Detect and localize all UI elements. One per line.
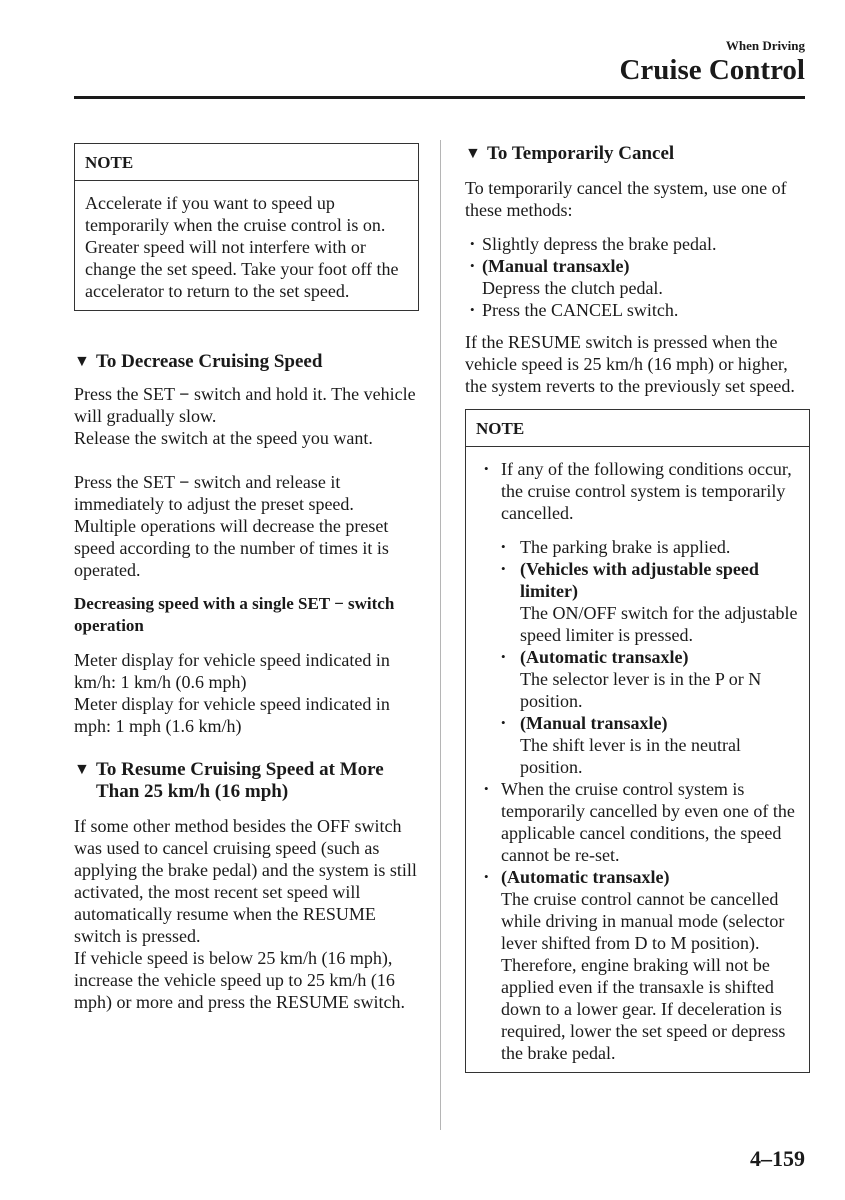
cancel-intro: To temporarily cancel the system, use one of these methods: — [465, 178, 787, 220]
decrease-paragraph-2: Press the SET − switch and release it immediately to adjust the preset speed. Multiple operations will decrease the preset speed according to the number of times it is operated. — [74, 472, 389, 580]
note-box-cancel-conditions — [465, 409, 810, 1073]
page-number: 4–159 — [750, 1146, 805, 1171]
heading-resume-speed: ▼ To Resume Cruising Speed at More Than 25 km/h (16 mph) — [74, 759, 384, 802]
column-divider — [440, 140, 441, 1130]
note-body — [466, 447, 809, 1072]
right-column — [465, 143, 810, 1073]
section-label: When Driving — [725, 38, 805, 53]
header-rule — [74, 96, 805, 99]
resume-paragraph-1: If some other method besides the OFF switch was used to cancel cruising speed (such as applying the brake pedal) and the system is still activated, the most recent set speed will automatically resume when the RESUME switch is pressed. — [74, 816, 417, 946]
list-item: • (Automatic transaxle) The selector lever is in the P or N position. — [493, 646, 799, 712]
note-box-accelerate — [74, 143, 419, 311]
left-column — [74, 143, 419, 1013]
list-item: • If any of the following conditions occur, the cruise control system is temporarily cancelled. • The parking brake is applied. • (Vehicles with adjustable speed limiter) The ON/OFF switch for the adjustable speed limiter is pressed. • (Automatic transaxle) The selector lever is in the P or N position. • (Manual transaxle) The shift lever is in the neutral position. — [476, 458, 799, 778]
triangle-marker-icon: ▼ — [465, 145, 481, 162]
cancel-after-paragraph: If the RESUME switch is pressed when the vehicle speed is 25 km/h (16 mph) or higher, the system reverts to the previously set speed. — [465, 332, 795, 396]
page-title: Cruise Control — [619, 54, 805, 86]
triangle-marker-icon: ▼ — [74, 353, 90, 370]
minus-symbol: − — [334, 594, 344, 613]
minus-symbol: − — [179, 384, 190, 404]
decrease-subheading: Decreasing speed with a single SET − switch operation — [74, 594, 395, 635]
cancel-methods-list — [465, 233, 810, 321]
decrease-paragraph-1: Press the SET − switch and hold it. The vehicle will gradually slow. — [74, 384, 416, 426]
meter-display-kmh: Meter display for vehicle speed indicated in km/h: 1 km/h (0.6 mph) — [74, 650, 390, 692]
triangle-marker-icon: ▼ — [74, 761, 90, 778]
meter-display-mph: Meter display for vehicle speed indicated in mph: 1 mph (1.6 km/h) — [74, 694, 390, 736]
list-item: • (Manual transaxle) The shift lever is in the neutral position. — [493, 712, 799, 778]
decrease-paragraph-1b: Release the switch at the speed you want. — [74, 428, 373, 448]
list-item: • (Manual transaxle) Depress the clutch pedal. — [465, 255, 810, 299]
heading-temporarily-cancel: ▼ To Temporarily Cancel — [465, 143, 675, 164]
list-item: • Press the CANCEL switch. — [465, 299, 810, 321]
list-item: • (Vehicles with adjustable speed limiter) The ON/OFF switch for the adjustable speed limiter is pressed. — [493, 558, 799, 646]
list-item: • The parking brake is applied. — [493, 536, 799, 558]
list-item: • When the cruise control system is temporarily cancelled by even one of the applicable cancel conditions, the speed cannot be re-set. — [476, 778, 799, 866]
resume-paragraph-2: If vehicle speed is below 25 km/h (16 mph), increase the vehicle speed up to 25 km/h (16 mph) or more and press the RESUME switch. — [74, 948, 405, 1012]
heading-decrease-speed: ▼ To Decrease Cruising Speed — [74, 351, 323, 372]
cancel-conditions-sublist — [493, 536, 799, 778]
list-item: • (Automatic transaxle) The cruise control cannot be cancelled while driving in manual mode (selector lever shifted from D to M position). Therefore, engine braking will not be applied even if the transaxle is shifted down to a lower gear. If deceleration is required, lower the set speed or depress the brake pedal. — [476, 866, 799, 1064]
note-heading: NOTE — [466, 410, 809, 447]
minus-symbol: − — [179, 472, 190, 492]
note-heading: NOTE — [75, 144, 418, 181]
note-text: Accelerate if you want to speed up temporarily when the cruise control is on. Greater speed will not interfere with or change the set speed. Take your foot off the accelerator to return to the set speed. — [85, 193, 399, 301]
list-item: • Slightly depress the brake pedal. — [465, 233, 810, 255]
